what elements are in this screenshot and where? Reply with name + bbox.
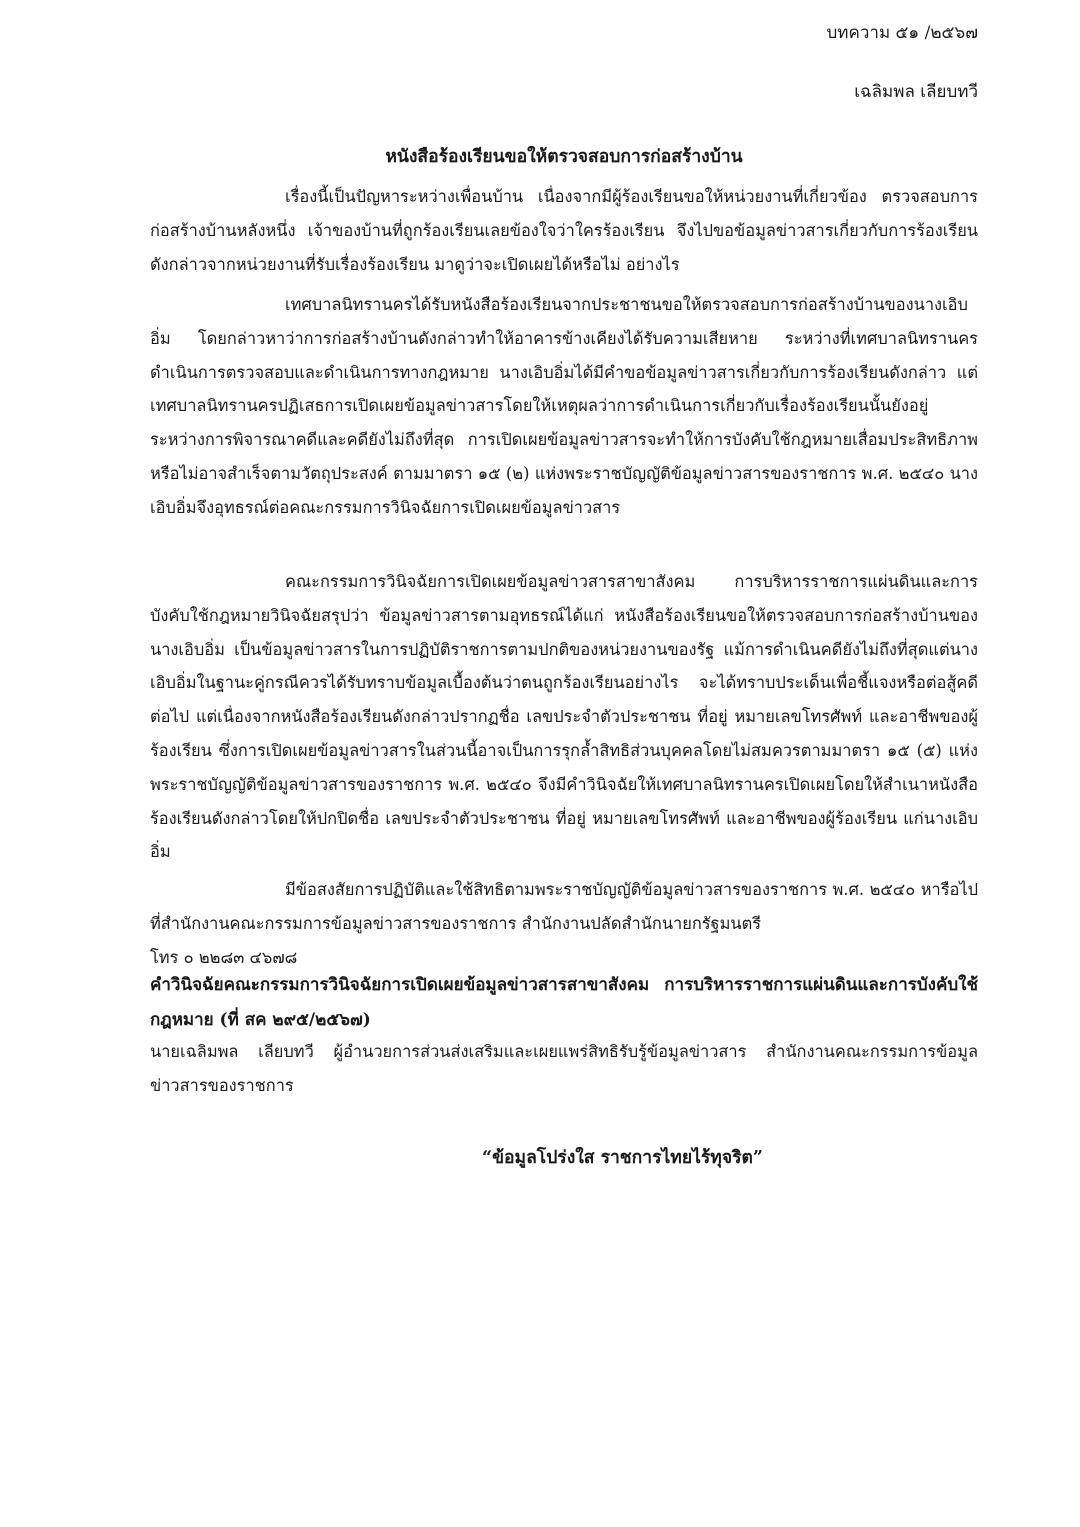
paragraph-contact: มีข้อสงสัยการปฏิบัติและใช้สิทธิตามพระราชบัญญัติข้อมูลข่าวสารของราชการ พ.ศ. ๒๕๔๐ หารือไปที่สำนักงานคณะกรรมการข้อมูลข่าวสารของราชการ สำนักงานปลัดสำนักนายกรัฐมนตรี (150, 880, 978, 933)
article-author: เฉลิมพล เลียบทวี (854, 82, 978, 102)
paragraph-facts: เทศบาลนิทรานครได้รับหนังสือร้องเรียนจากประชาชนขอให้ตรวจสอบการก่อสร้างบ้านของนางเอิบอิ่ม โดยกล่าวหาว่าการก่อสร้างบ้านดังกล่าวทำให้อาคารข้างเคียงได้รับความเสียหาย ระหว่างที่เทศบาลนิทรานครดำเนินการตรวจสอบและดำเนินการทางกฎหมาย นางเอิบอิ่มได้มีคำขอข้อมูลข่าวสารเกี่ยวกับการร้องเรียนดังกล่าว แต่เทศบาลนิทรานครปฏิเสธการเปิดเผยข้อมูลข่าวสารโดยให้เหตุผลว่าการดำเนินการเกี่ยวกับเรื่องร้องเรียนนั้นยังอยู่ระหว่างการพิจารณาคดีและคดียังไม่ถึงที่สุด การเปิดเผยข้อมูลข่าวสารจะทำให้การบังคับใช้กฎหมายเสื่อมประสิทธิภาพหรือไม่อาจสำเร็จตามวัตถุประสงค์ ตามมาตรา ๑๕ (๒) แห่งพระราชบัญญัติข้อมูลข่าวสารของราชการ พ.ศ. ๒๕๔๐ นางเอิบอิ่มจึงอุทธรณ์ต่อคณะกรรมการวินิจฉัยการเปิดเผยข้อมูลข่าวสาร (150, 295, 978, 517)
document-title: หนังสือร้องเรียนขอให้ตรวจสอบการก่อสร้างบ้าน (385, 147, 743, 167)
paragraph-decision: คณะกรรมการวินิจฉัยการเปิดเผยข้อมูลข่าวสารสาขาสังคม การบริหารราชการแผ่นดินและการบังคับใช้กฎหมายวินิจฉัยสรุปว่า ข้อมูลข่าวสารตามอุทธรณ์ได้แก่ หนังสือร้องเรียนขอให้ตรวจสอบการก่อสร้างบ้านของนางเอิบอิ่ม เป็นข้อมูลข่าวสารในการปฏิบัติราชการตามปกติของหน่วยงานของรัฐ แม้การดำเนินคดียังไม่ถึงที่สุดแต่นางเอิบอิ่มในฐานะคู่กรณีควรได้รับทราบข้อมูลเบื้องต้นว่าตนถูกร้องเรียนอย่างไร จะได้ทราบประเด็นเพื่อชี้แจงหรือต่อสู้คดีต่อไป แต่เนื่องจากหนังสือร้องเรียนดังกล่าวปรากฏชื่อ เลขประจำตัวประชาชน ที่อยู่ หมายเลขโทรศัพท์ และอาชีพของผู้ร้องเรียน ซึ่งการเปิดเผยข้อมูลข่าวสารในส่วนนี้อาจเป็นการรุกล้ำสิทธิส่วนบุคคลโดยไม่สมควรตามมาตรา ๑๕ (๕) แห่งพระราชบัญญัติข้อมูลข่าวสารของราชการ พ.ศ. ๒๕๔๐ จึงมีคำวินิจฉัยให้เทศบาลนิทรานครเปิดเผยโดยให้สำเนาหนังสือร้องเรียนดังกล่าวโดยให้ปกปิดชื่อ เลขประจำตัวประชาชน ที่อยู่ หมายเลขโทรศัพท์ และอาชีพของผู้ร้องเรียน แก่นางเอิบอิ่ม (150, 572, 978, 862)
slogan: “ข้อมูลโปร่งใส ราชการไทยไร้ทุจริต” (482, 1148, 763, 1168)
article-reference: บทความ ๕๑ /๒๕๖๗ (826, 23, 978, 43)
phone-number: โทร ๐ ๒๒๘๓ ๔๖๗๘ (150, 948, 298, 967)
author-signature: นายเฉลิมพล เลียบทวี ผู้อำนวยการส่วนส่งเสริมและเผยแพร่สิทธิรับรู้ข้อมูลข่าวสาร สำนักงานคณะกรรมการข้อมูลข่าวสารของราชการ (150, 1042, 978, 1095)
paragraph-intro: เรื่องนี้เป็นปัญหาระหว่างเพื่อนบ้าน เนื่องจากมีผู้ร้องเรียนขอให้หน่วยงานที่เกี่ยวข้อง ตรวจสอบการก่อสร้างบ้านหลังหนึ่ง เจ้าของบ้านที่ถูกร้องเรียนเลยข้องใจว่าใครร้องเรียน จึงไปขอข้อมูลข่าวสารเกี่ยวกับการร้องเรียนดังกล่าวจากหน่วยงานที่รับเรื่องร้องเรียน มาดูว่าจะเปิดเผยได้หรือไม่ อย่างไร (150, 187, 978, 274)
ruling-reference: คำวินิจฉัยคณะกรรมการวินิจฉัยการเปิดเผยข้อมูลข่าวสารสาขาสังคม การบริหารราชการแผ่นดินและการบังคับใช้กฎหมาย (ที่ สค ๒๙๕/๒๕๖๗) (150, 975, 978, 1030)
